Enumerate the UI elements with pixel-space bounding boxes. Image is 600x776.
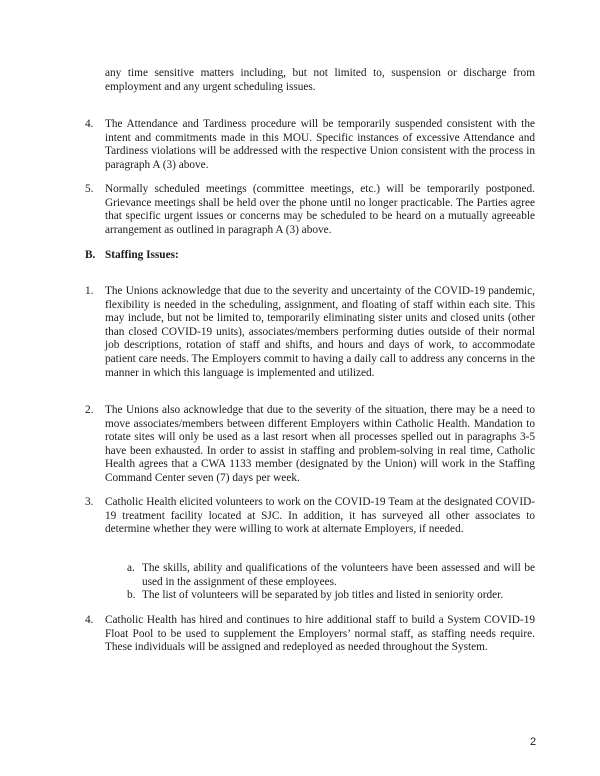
item-text: Catholic Health elicited volunteers to work on the COVID-19 Team at the designated COVID-19 treatment facility located at SJC. In addition, it has surveyed all other associates to determine whether they were willing to work at alternate Employers, if needed. [105, 496, 535, 536]
page-number: 2 [530, 736, 537, 748]
item-text: The Unions acknowledge that due to the severity and uncertainty of the COVID-19 pandemic, flexibility is needed in the scheduling, assignment, and floating of staff within each site. This may include, but not be limited to, temporarily eliminating sister units and closed units (other than closed COVID-19 units), associates/members performing duties outside of their normal job descriptions, rotation of staff and shifts, and hours and days of work, to accommodate patient care needs. The Employers commit to having a daily call to address any concerns in the manner in which this language is implemented and utilized. [105, 285, 535, 379]
section-heading [85, 249, 179, 263]
item-number: 1. [85, 285, 94, 297]
item-number: 5. [85, 183, 94, 195]
item-number: 2. [85, 404, 94, 416]
item-text: The Unions also acknowledge that due to the severity of the situation, there may be a need to move associates/members between different Employers within Catholic Health. Mandation to rotate sites will only be used as a last resort when all processes spelled out in paragraphs 3-5 have been exhausted. In order to assist in staffing and problem-solving in real time, Catholic Health agrees that a CWA 1133 member (designated by the Union) will work in the Staffing Command Center seven (7) days per week. [105, 404, 535, 484]
sub-item-b [127, 589, 535, 603]
sub-item-text: The skills, ability and qualifications of the volunteers have been assessed and will be used in the assignment of these employees. [142, 562, 535, 588]
list-item-a4 [85, 118, 535, 172]
list-item-b4 [85, 614, 535, 655]
item-text: Catholic Health has hired and continues to hire additional staff to build a System COVID-19 Float Pool to be used to supplement the Employers’ normal staff, as staffing needs require. These individuals will be assigned and redeployed as needed throughout the System. [105, 614, 535, 654]
list-item-b3 [85, 496, 535, 537]
sub-item-a [127, 562, 535, 589]
item-text: The Attendance and Tardiness procedure will be temporarily suspended consistent with the intent and commitments made in this MOU. Specific instances of excessive Attendance and Tardiness violations will be addressed with the respective Union consistent with the process in paragraph A (3) above. [105, 118, 535, 171]
sub-item-text: The list of volunteers will be separated by job titles and listed in seniority order. [142, 589, 504, 601]
item-number: 3. [85, 496, 94, 508]
list-item-b2 [85, 404, 535, 486]
continuation-paragraph: any time sensitive matters including, but not limited to, suspension or discharge from employment and any urgent scheduling issues. [105, 67, 535, 93]
sub-item-letter: b. [127, 589, 136, 601]
list-item-a5 [85, 183, 535, 237]
sub-item-letter: a. [127, 562, 135, 574]
item-number: 4. [85, 614, 94, 626]
item-number: 4. [85, 118, 94, 130]
section-letter: B. [85, 249, 96, 261]
section-title: Staffing Issues: [105, 249, 179, 261]
list-item-b1 [85, 285, 535, 380]
item-text: Normally scheduled meetings (committee meetings, etc.) will be temporarily postponed. Grievance meetings shall be held over the phone until no longer practicable. The Parties agree that specific urgent issues or concerns may be scheduled to be heard on a mutually agreeable arrangement as outlined in paragraph A (3) above. [105, 183, 535, 236]
